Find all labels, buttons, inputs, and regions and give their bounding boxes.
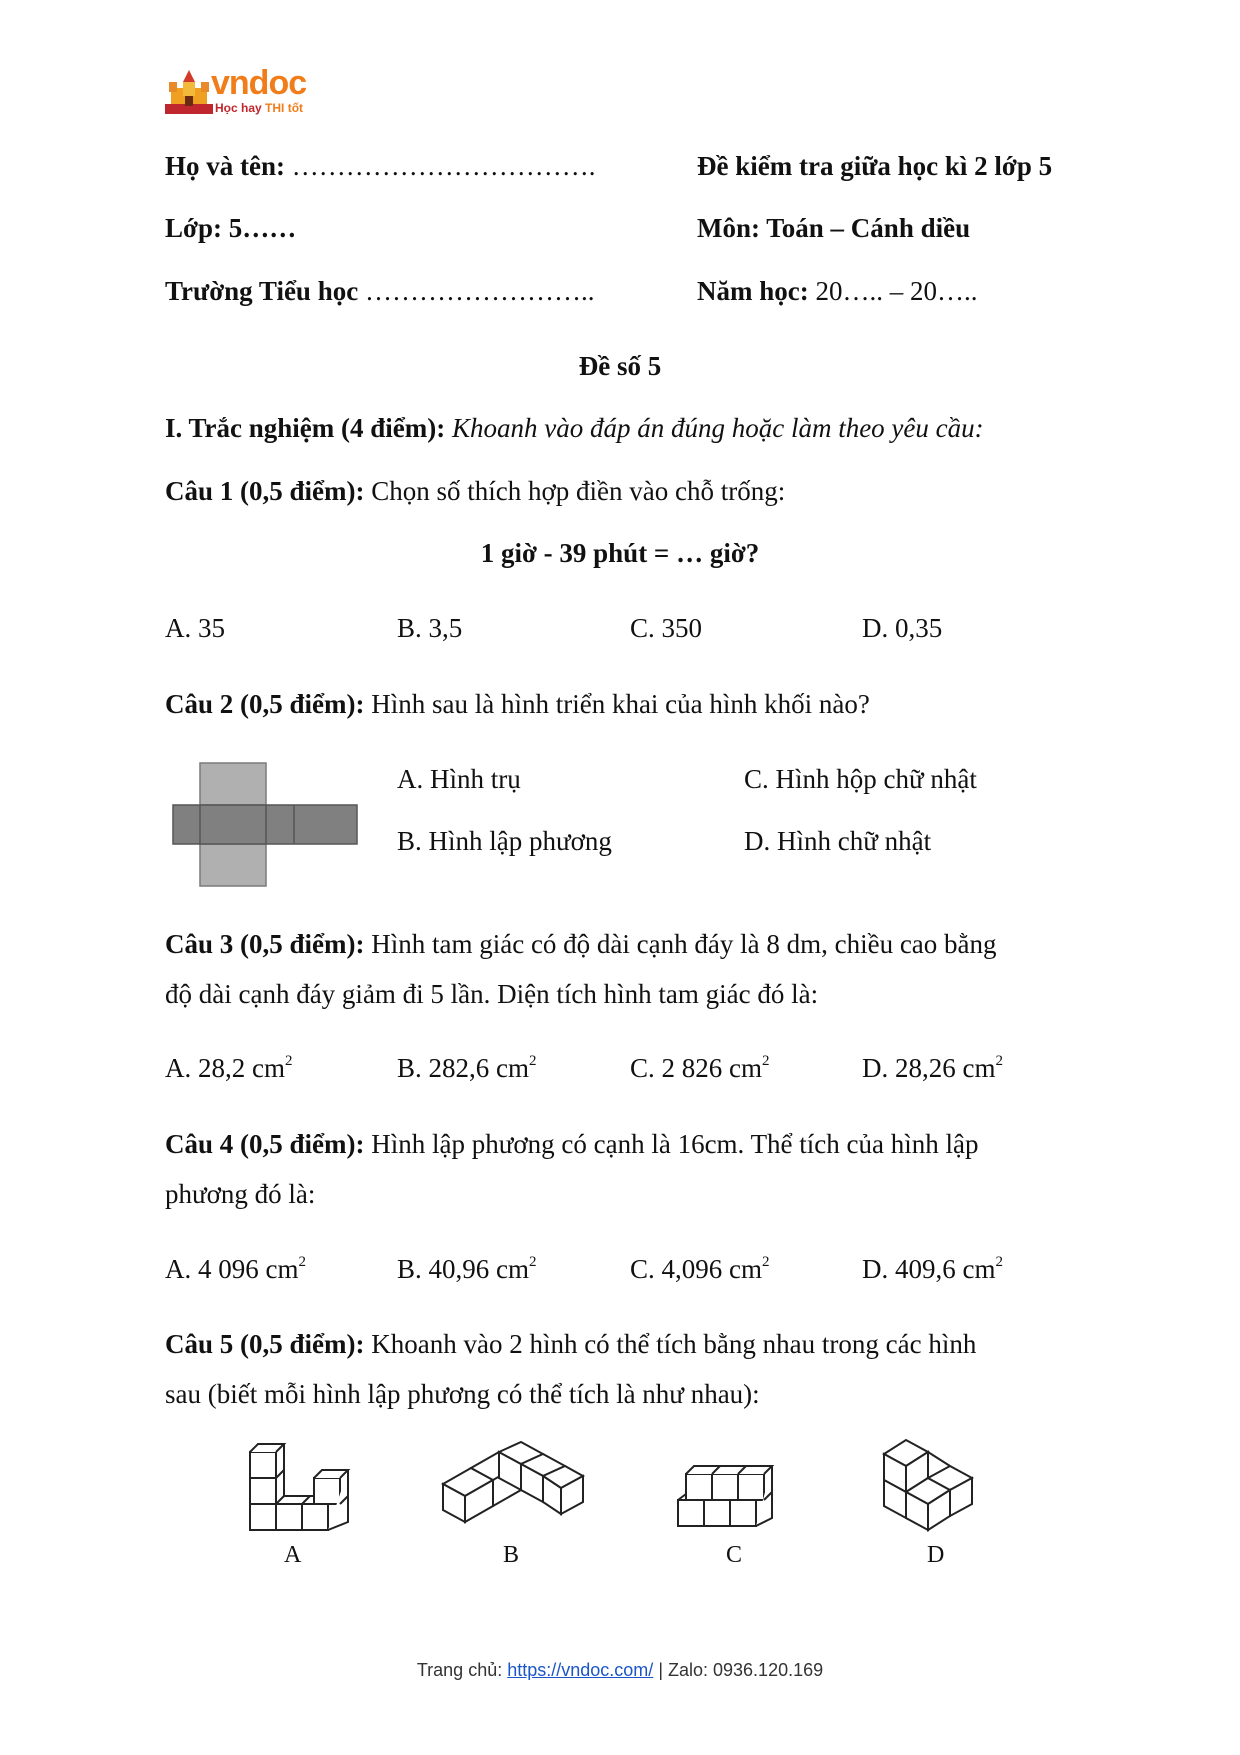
question-3: Câu 3 (0,5 điểm): Hình tam giác có độ dài cạnh đáy là 8 dm, chiều cao bằng <box>165 929 997 959</box>
q2-option-a: A. Hình trụ <box>397 764 521 794</box>
question-1: Câu 1 (0,5 điểm): Chọn số thích hợp điền vào chỗ trống: <box>165 476 786 506</box>
logo-wordmark: vndoc <box>211 64 307 102</box>
q4-option-b: B. 40,96 $cm^2$ <box>397 1254 537 1284</box>
name-line: Họ và tên: ……………………………. <box>165 151 596 181</box>
q1-option-c: C. 350 <box>630 613 703 643</box>
page-footer: Trang chủ: https://vndoc.com/ | Zalo: 0936.120.169 <box>416 1660 824 1680</box>
q3-option-b: B. 282,6 $cm^2$ <box>397 1053 537 1083</box>
cube-figure-c <box>672 1438 784 1538</box>
logo-tagline: Học hay THI tốt <box>215 101 304 115</box>
q2-option-c: C. Hình hộp chữ nhật <box>744 764 977 794</box>
q2-option-d: D. Hình chữ nhật <box>744 826 932 856</box>
q1-option-d: D. 0,35 <box>862 613 943 643</box>
q1-option-a: A. 35 <box>165 613 225 643</box>
class-line: Lớp: 5…… <box>165 213 297 243</box>
figure-label-a: A <box>284 1542 302 1568</box>
q4-option-a: A. 4 096 $cm^2$ <box>165 1254 306 1284</box>
q3-option-d: D. 28,26 $cm^2$ <box>862 1053 1003 1083</box>
q4-option-c: C. 4,096 $cm^2$ <box>630 1254 770 1284</box>
cube-figure-d <box>878 1432 990 1538</box>
question-4-line2: phương đó là: <box>165 1179 316 1209</box>
q1-option-b: B. 3,5 <box>397 613 463 643</box>
school-line: Trường Tiểu học …………………….. <box>165 276 595 306</box>
q2-option-b: B. Hình lập phương <box>397 826 612 856</box>
question-5: Câu 5 (0,5 điểm): Khoanh vào 2 hình có thể tích bằng nhau trong các hình <box>165 1329 977 1359</box>
section-heading: I. Trắc nghiệm (4 điểm): Khoanh vào đáp án đúng hoặc làm theo yêu cầu: <box>165 413 984 443</box>
page-title: Đề số 5 <box>578 351 662 381</box>
question-3-line2: độ dài cạnh đáy giảm đi 5 lần. Diện tích hình tam giác đó là: <box>165 979 819 1009</box>
figure-label-b: B <box>503 1542 520 1568</box>
figure-label-c: C <box>726 1542 743 1568</box>
question-4: Câu 4 (0,5 điểm): Hình lập phương có cạnh là 16cm. Thể tích của hình lập <box>165 1129 979 1159</box>
cube-figure-b <box>437 1438 587 1538</box>
subject-line: Môn: Toán – Cánh diều <box>697 213 971 243</box>
castle-logo-icon <box>165 70 213 120</box>
q3-option-a: A. 28,2 $cm^2$ <box>165 1053 293 1083</box>
cube-net-figure <box>170 760 360 888</box>
vndoc-logo <box>165 64 325 124</box>
year-line: Năm học: 20….. – 20….. <box>697 276 978 306</box>
homepage-link[interactable]: https://vndoc.com/ <box>507 1660 654 1680</box>
q3-option-c: C. 2 826 $cm^2$ <box>630 1053 770 1083</box>
cube-figure-a <box>244 1438 356 1538</box>
q4-option-d: D. 409,6 $cm^2$ <box>862 1254 1003 1284</box>
figure-label-d: D <box>927 1542 945 1568</box>
question-5-line2: sau (biết mỗi hình lập phương có thể tích là như nhau): <box>165 1379 760 1409</box>
question-1-formula: 1 giờ - 39 phút = … giờ? <box>480 538 760 568</box>
exam-title: Đề kiểm tra giữa học kì 2 lớp 5 <box>697 151 1053 181</box>
question-2: Câu 2 (0,5 điểm): Hình sau là hình triển khai của hình khối nào? <box>165 689 870 719</box>
